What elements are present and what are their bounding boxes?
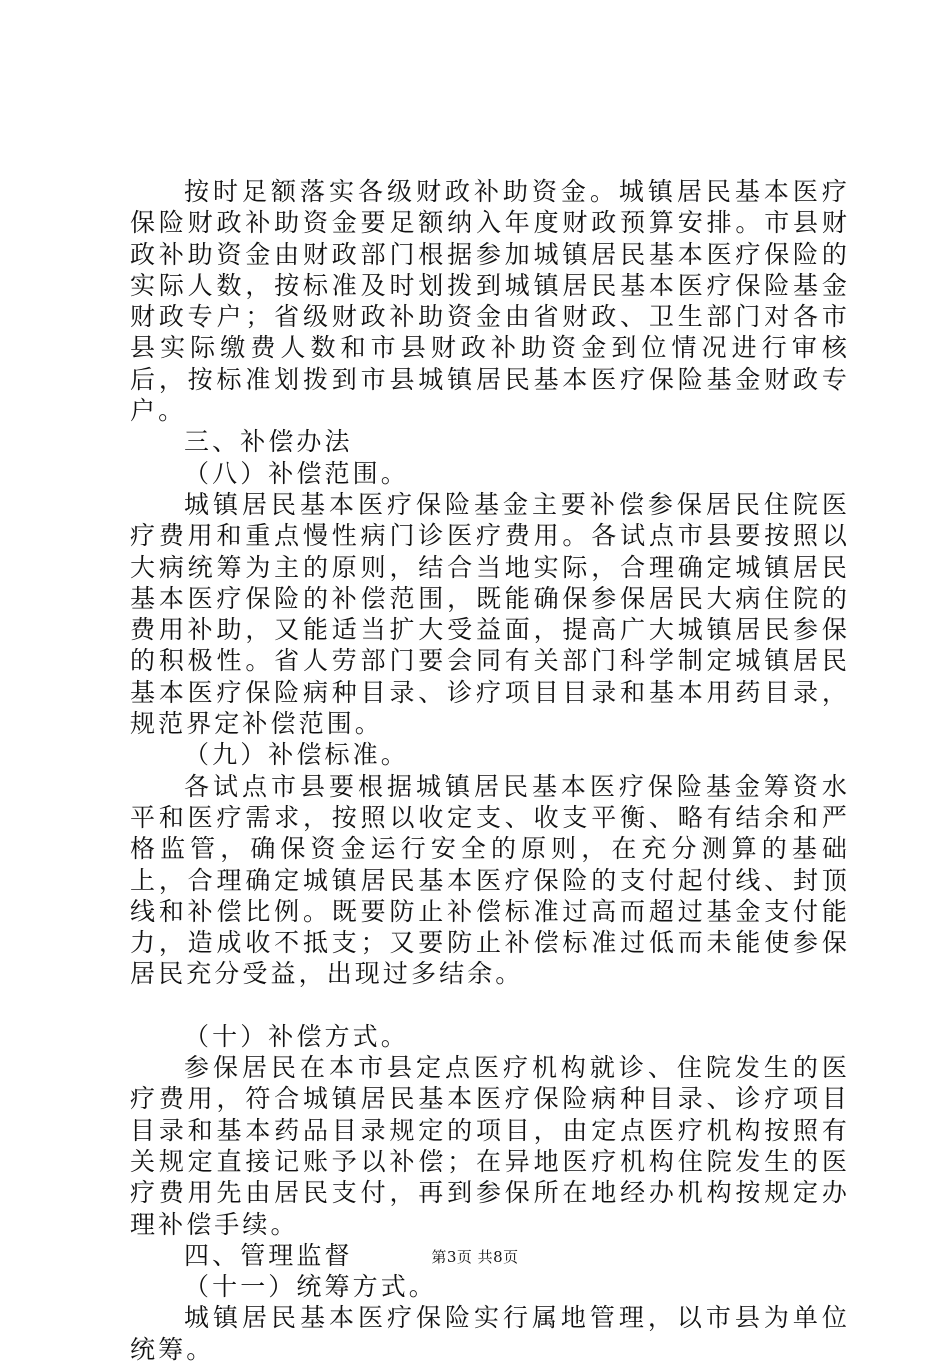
- subheading-pooling-method: （十一）统筹方式。: [184, 1272, 437, 1302]
- paragraph-spacer: [130, 990, 850, 1021]
- paragraph-funding: 按时足额落实各级财政补助资金。城镇居民基本医疗保险财政补助资金要足额纳入年度财政预算安排。市县财政补助资金由财政部门根据参加城镇居民基本医疗保险的实际人数，按标准及时划拨到城镇居民基本医疗保险基金财政专户；省级财政补助资金由省财政、卫生部门对各市县实际缴费人数和市县财政补助资金到位情况进行审核后，按标准划拨到市县城镇居民基本医疗保险基金财政专户。: [130, 177, 850, 426]
- page-number-footer: 第3页 共8页: [431, 1248, 519, 1266]
- paragraph-compensation-method: 参保居民在本市县定点医疗机构就诊、住院发生的医疗费用，符合城镇居民基本医疗保险病种目录、诊疗项目目录和基本药品目录规定的项目，由定点医疗机构按照有关规定直接记账予以补偿；在异地医疗机构住院发生的医疗费用先由居民支付，再到参保所在地经办机构按规定办理补偿手续。: [130, 1053, 850, 1239]
- paragraph-compensation-scope: 城镇居民基本医疗保险基金主要补偿参保居民住院医疗费用和重点慢性病门诊医疗费用。各试点市县要按照以大病统筹为主的原则，结合当地实际，合理确定城镇居民基本医疗保险的补偿范围，既能确保参保居民大病住院的费用补助，又能适当扩大受益面，提高广大城镇居民参保的积极性。省人劳部门要会同有关部门科学制定城镇居民基本医疗保险病种目录、诊疗项目目录和基本用药目录，规范界定补偿范围。: [130, 489, 850, 739]
- document-body: [130, 176, 850, 1365]
- section-heading-compensation: 三、补偿办法: [184, 427, 353, 457]
- subheading-compensation-standard: （九）补偿标准。: [184, 740, 409, 770]
- section-heading-management: 四、管理监督: [184, 1240, 353, 1270]
- paragraph-pooling-method: 城镇居民基本医疗保险实行属地管理，以市县为单位统筹。: [130, 1303, 850, 1364]
- paragraph-compensation-standard: 各试点市县要根据城镇居民基本医疗保险基金筹资水平和医疗需求，按照以收定支、收支平衡、略有结余和严格监管，确保资金运行安全的原则，在充分测算的基础上，合理确定城镇居民基本医疗保险的支付起付线、封顶线和补偿比例。既要防止补偿标准过高而超过基金支付能力，造成收不抵支；又要防止补偿标准过低而未能使参保居民充分受益，出现过多结余。: [130, 771, 850, 989]
- subheading-compensation-method: （十）补偿方式。: [184, 1021, 409, 1051]
- subheading-compensation-scope: （八）补偿范围。: [184, 458, 409, 488]
